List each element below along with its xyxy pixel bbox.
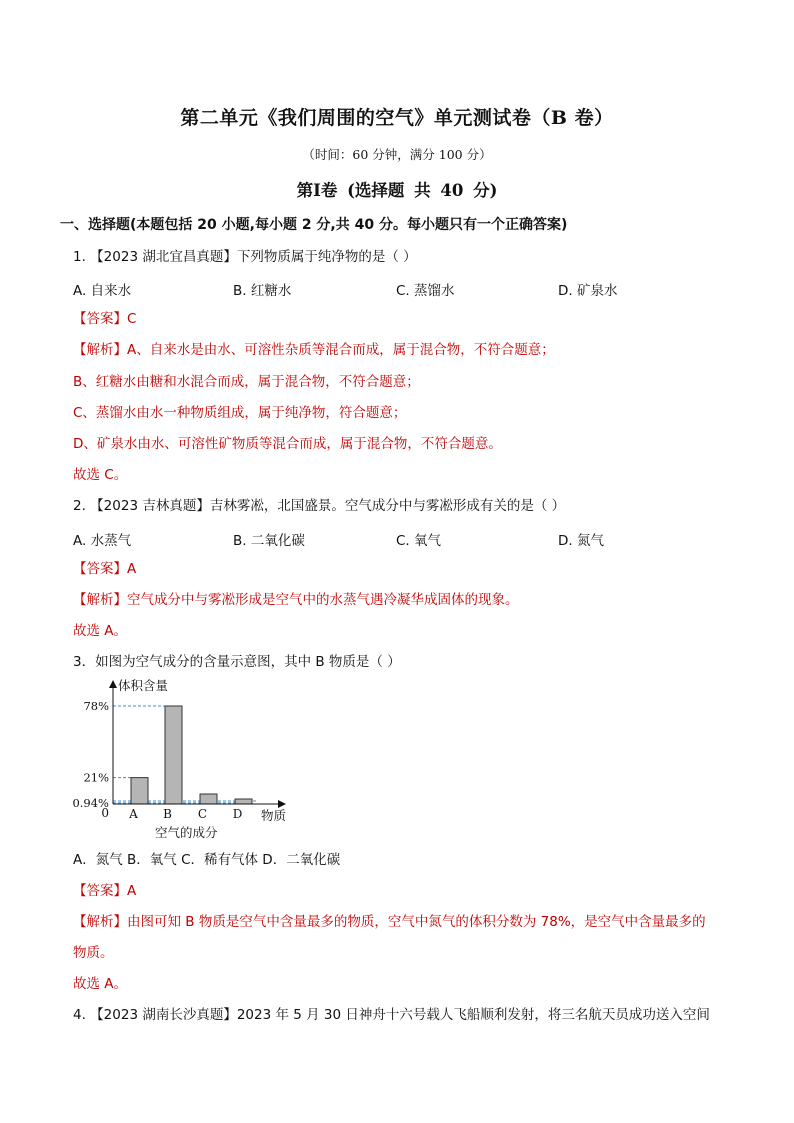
q1-option-c: C. 蒸馏水 <box>396 283 455 299</box>
q3-options: A．氮气 B．氧气 C．稀有气体 D．二氧化碳 <box>73 852 341 868</box>
q1-analysis-line-4: D、矿泉水由水、可溶性矿物质等混合而成，属于混合物，不符合题意。 <box>73 436 502 452</box>
analysis-label: 【解析】 <box>73 592 127 608</box>
page-title: 第二单元《我们周围的空气》单元测试卷（B 卷） <box>180 107 614 129</box>
x-tick-label: D <box>232 807 243 821</box>
x-tick-label: A <box>129 807 138 821</box>
q1-option-b: B. 红糖水 <box>233 283 292 299</box>
x-axis-arrow <box>278 800 286 808</box>
answer-value: A <box>127 883 137 899</box>
q1-option-a: A. 自来水 <box>73 283 132 299</box>
x-tick-label: B <box>163 807 172 821</box>
bar-C <box>200 794 217 804</box>
bar-D <box>235 799 252 804</box>
answer-label: 【答案】 <box>73 561 127 577</box>
y-tick-label: 21% <box>83 770 109 785</box>
q1-analysis-line-1 <box>73 341 555 359</box>
q2-option-a: A. 水蒸气 <box>73 533 132 549</box>
bar-A <box>131 778 148 804</box>
y-axis-label: 体积含量 <box>118 678 169 693</box>
analysis-text: 空气成分中与雾凇形成是空气中的水蒸气遇冷凝华成固体的现象。 <box>127 592 519 608</box>
q3-stem: 3．如图为空气成分的含量示意图，其中 B 物质是（ ） <box>73 654 401 670</box>
bar-B <box>165 706 182 804</box>
part-heading: 一、选择题(本题包括 20 小题,每小题 2 分,共 40 分。每小题只有一个正确答案) <box>60 217 568 233</box>
answer-value: C <box>127 311 137 327</box>
origin-label: 0 <box>101 806 109 820</box>
q2-stem: 2. 【2023 吉林真题】吉林雾凇，北国盛景。空气成分中与雾凇形成有关的是（ ） <box>73 498 566 514</box>
q1-option-d: D. 矿泉水 <box>558 283 618 299</box>
x-axis-label: 物质 <box>261 808 287 823</box>
y-tick-label: 78% <box>83 699 109 713</box>
q2-conclusion: 故选 A。 <box>73 623 128 639</box>
air-composition-chart <box>73 676 303 848</box>
section-title: 第Ⅰ卷 (选择题 共 40 分) <box>296 181 498 200</box>
q2-analysis <box>73 591 519 609</box>
q1-answer <box>73 310 136 328</box>
y-tick-label: 0.94% <box>73 795 109 810</box>
analysis-label: 【解析】 <box>73 914 127 930</box>
q2-option-c: C. 氧气 <box>396 533 442 549</box>
q4-stem: 4. 【2023 湖南长沙真题】2023 年 5 月 30 日神舟十六号载人飞船顺利发射，将三名航天员成功送入空间 <box>73 1007 710 1023</box>
q3-answer <box>73 882 136 900</box>
answer-value: A <box>127 561 137 577</box>
analysis-text: 由图可知 B 物质是空气中含量最多的物质，空气中氮气的体积分数为 78%，是空气中含量最多的 <box>127 914 706 930</box>
q1-conclusion: 故选 C。 <box>73 467 128 483</box>
answer-label: 【答案】 <box>73 883 127 899</box>
analysis-label: 【解析】 <box>73 342 127 358</box>
answer-label: 【答案】 <box>73 311 127 327</box>
q3-analysis-line-1 <box>73 913 706 931</box>
q3-conclusion: 故选 A。 <box>73 976 128 992</box>
q1-stem: 1. 【2023 湖北宜昌真题】下列物质属于纯净物的是（ ） <box>73 249 417 265</box>
q2-option-b: B. 二氧化碳 <box>233 533 305 549</box>
x-tick-label: C <box>197 807 208 821</box>
q2-answer <box>73 560 136 578</box>
analysis-text: A、自来水是由水、可溶性杂质等混合而成，属于混合物，不符合题意； <box>127 342 555 358</box>
q2-option-d: D. 氮气 <box>558 533 604 549</box>
q1-analysis-line-3: C、蒸馏水由水一种物质组成，属于纯净物，符合题意； <box>73 405 407 421</box>
q3-analysis-line-2: 物质。 <box>73 945 114 961</box>
y-axis-arrow <box>109 680 117 688</box>
exam-time-info: （时间：60 分钟，满分 100 分） <box>302 147 492 162</box>
chart-caption: 空气的成分 <box>155 825 218 840</box>
bar-chart-svg <box>73 676 303 844</box>
q1-analysis-line-2: B、红糖水由糖和水混合而成，属于混合物，不符合题意； <box>73 374 420 390</box>
